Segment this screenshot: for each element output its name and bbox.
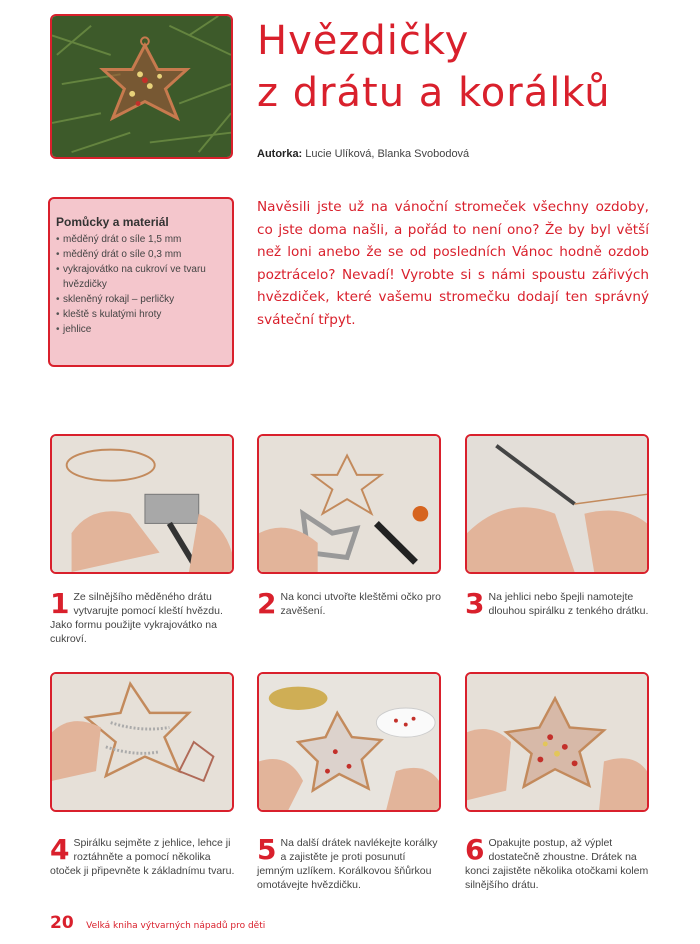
step-number: 2	[257, 587, 277, 620]
intro-paragraph: Navěsili jste už na vánoční stromeček všechny ozdoby, co jste doma našli, a pořád to není ono? Že by byl větší než loni anebo že se od posledních Vánoc hodně ozdob poztrácelo? Nevadí! Vyrobte si s námi spoustu zářivých hvězdiček, které vašemu stromečku dodají ten správný sváteční třpyt.	[257, 199, 649, 328]
materials-item: • skleněný rokajl – perličky	[56, 292, 224, 307]
materials-list	[56, 232, 224, 337]
hero-photo-star-ornament	[50, 14, 233, 159]
step-text: Na konci utvořte kleštěmi očko pro zavěšení.	[280, 591, 441, 617]
title-line-1: Hvězdičky	[257, 18, 470, 64]
step-6	[465, 833, 650, 892]
page-footer	[50, 913, 265, 933]
step-3	[465, 587, 650, 620]
step-6-photo	[465, 672, 649, 812]
materials-title: Pomůcky a materiál	[56, 215, 169, 229]
step-number: 6	[465, 833, 485, 866]
materials-item: • kleště s kulatými hroty	[56, 307, 224, 322]
step-text: Na jehlici nebo špejli namotejte dlouhou spirálku z tenkého drátku.	[488, 591, 649, 617]
title-line-2: z drátu a korálků	[257, 70, 611, 116]
materials-item: • měděný drát o síle 1,5 mm	[56, 232, 224, 247]
author-names: Lucie Ulíková, Blanka Svobodová	[305, 148, 470, 160]
step-4-photo	[50, 672, 234, 812]
step-number: 5	[257, 833, 277, 866]
step-text: Ze silnějšího měděného drátu vytvarujte pomocí kleští hvězdu. Jako formu použijte vykrajovátko na cukroví.	[50, 591, 223, 645]
step-1-photo	[50, 434, 234, 574]
step-4	[50, 833, 235, 878]
step-1	[50, 587, 235, 646]
step-5-photo	[257, 672, 441, 812]
step-3-photo	[465, 434, 649, 574]
step-text: Spirálku sejměte z jehlice, lehce ji roztáhněte a pomocí několika otoček ji připevněte k základnímu tvaru.	[50, 837, 235, 877]
step-number: 4	[50, 833, 70, 866]
materials-item: • měděný drát o síle 0,3 mm	[56, 247, 224, 262]
author-line	[257, 148, 469, 160]
book-title: Velká kniha výtvarných nápadů pro děti	[86, 921, 266, 931]
step-text: Opakujte postup, až výplet dostatečně zhoustne. Drátek na konci zajistěte několika otočkami kolem silnějšího drátu.	[465, 837, 649, 891]
step-2	[257, 587, 442, 620]
step-number: 3	[465, 587, 485, 620]
author-label: Autorka:	[257, 148, 303, 160]
step-text: Na další drátek navlékejte korálky a zajistěte je proti posunutí jemným uzlíkem. Korálkovou šňůrkou omotávejte hvězdičku.	[257, 837, 438, 891]
step-2-photo	[257, 434, 441, 574]
step-5	[257, 833, 442, 892]
materials-item: • jehlice	[56, 322, 224, 337]
materials-box	[48, 197, 234, 367]
step-number: 1	[50, 587, 70, 620]
page-number: 20	[50, 913, 74, 933]
materials-item: • vykrajovátko na cukroví ve tvaru hvězdičky	[56, 262, 224, 292]
